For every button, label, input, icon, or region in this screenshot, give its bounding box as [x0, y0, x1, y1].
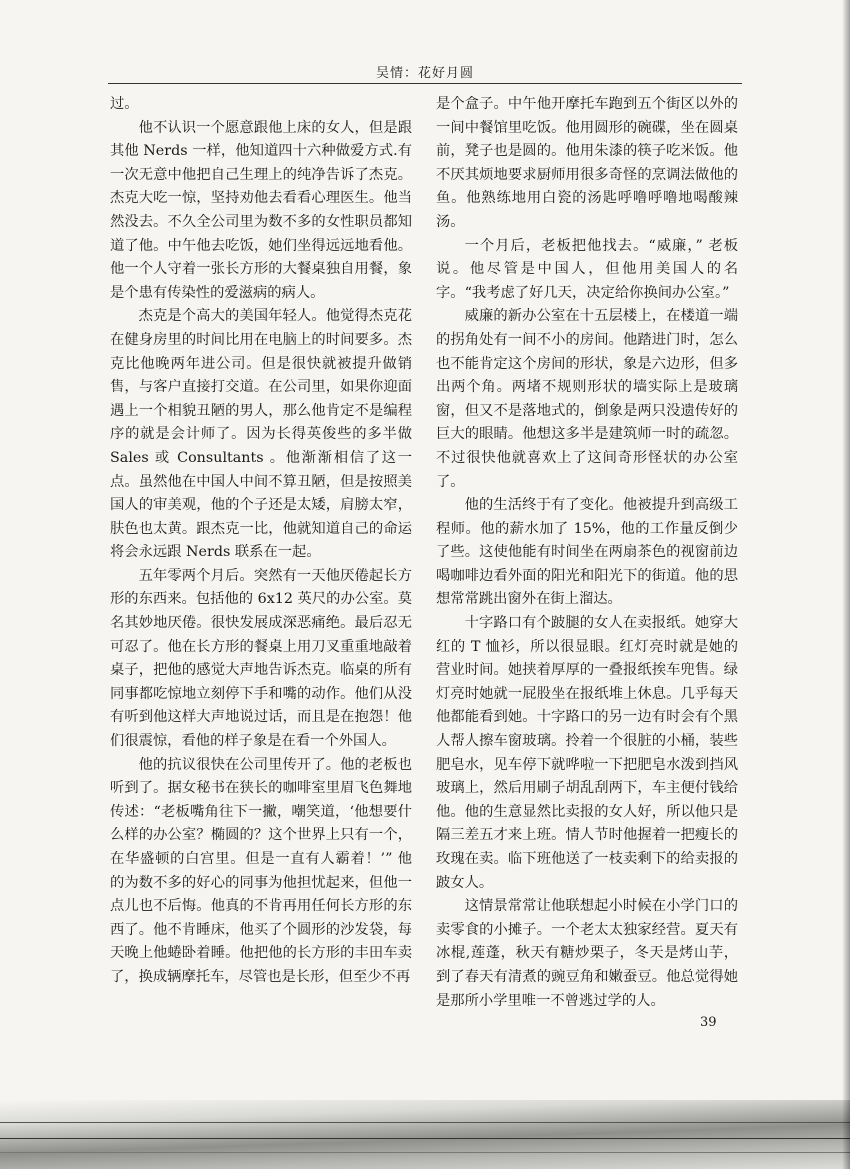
scan-line [0, 1152, 850, 1153]
scan-line [0, 1122, 850, 1123]
scan-right-shadow [842, 0, 850, 1169]
header-rule [108, 83, 742, 84]
right-column [436, 93, 738, 1013]
paragraph: 他的抗议很快在公司里传开了。他的老板也听到了。据女秘书在狭长的咖啡室里眉飞色舞地传述：“老板嘴角往下一撇，嘲笑道，‘他想要什么样的办公室？椭圆的？这个世界上只有一个，在华盛顿的白宫里。但是一直有人霸着！’” 他的为数不多的好心的同事为他担忧起来，但他一点儿也不后悔。他真的不肯再用任何长方形的东西了。他不肯睡床，他买了个圆形的沙发袋，每天晚上他蜷卧着睡。他把他的长方形的丰田车卖了，换成辆摩托车，尽管也是长形，但至少不再 [110, 756, 412, 985]
paragraph: 他不认识一个愿意跟他上床的女人，但是跟其他 Nerds 一样，他知道四十六种做爱方式.有一次无意中他把自己生理上的纯净告诉了杰克。杰克大吃一惊，坚持劝他去看看心理医生。他当然没去。不久全公司里为数不多的女性职员都知道了他。中午他去吃饭，她们坐得远远地看他。他一个人守着一张长方形的大餐桌独自用餐，象是个患有传染性的爱滋病的病人。 [110, 119, 412, 301]
scan-line [0, 1138, 850, 1139]
paragraph: 过。 [110, 96, 139, 112]
paragraph: 这情景常常让他联想起小时候在小学门口的卖零食的小摊子。一个老太太独家经营。夏天有冰棍,莲蓬，秋天有糖炒栗子，冬天是烤山芋，到了春天有清煮的豌豆角和嫩蚕豆。他总觉得她是那所小学里唯一不曾逃过学的人。 [436, 898, 738, 1009]
scan-bottom-edge [0, 1100, 850, 1169]
page-number: 39 [700, 1015, 717, 1030]
paragraph: 杰克是个高大的美国年轻人。他觉得杰克花在健身房里的时间比用在电脑上的时间要多。杰克比他晚两年进公司。但是很快就被提升做销售，与客户直接打交道。在公司里，如果你迎面遇上一个相貌丑陋的男人，那么他肯定不是编程序的就是会计师了。因为长得英俊些的多半做 Sales 或 Consultants 。他渐渐相信了这一点。虽然他在中国人中间不算丑陋，但是按照美国人的审美观，他的个子还是太矮，肩膀太窄，肤色也太黄。跟杰克一比，他就知道自己的命运将会永远跟 Nerds 联系在一起。 [110, 308, 412, 561]
left-column [110, 93, 412, 990]
paragraph: 五年零两个月后。突然有一天他厌倦起长方形的东西来。包括他的 6x12 英尺的办公室。莫名其妙地厌倦。很快发展成深恶痛绝。最后忍无可忍了。他在长方形的餐桌上用刀叉重重地敲着桌子，把他的感觉大声地告诉杰克。临桌的所有同事都吃惊地立刻停下手和嘴的动作。他们从没有听到他这样大声地说过话，而且是在抱怨！他们很震惊，看他的样子象是在看一个外国人。 [110, 567, 412, 750]
paragraph: 是个盒子。中午他开摩托车跑到五个街区以外的一间中餐馆里吃饭。他用圆形的碗碟，坐在圆桌前，凳子也是圆的。他用朱漆的筷子吃米饭。他不厌其烦地要求厨师用很多奇怪的烹调法做他的鱼。他熟练地用白瓷的汤匙呼噜呼噜地喝酸辣汤。 [436, 96, 738, 230]
paragraph: 他的生活终于有了变化。他被提升到高级工程师。他的薪水加了 15%，他的工作量反倒少了些。这使他能有时间坐在两扇茶色的视窗前边喝咖啡边看外面的阳光和阳光下的街道。他的思想常常跳出窗外在街上溜达。 [436, 497, 738, 608]
paragraph: 一个月后，老板把他找去。“威廉，” 老板说。他尽管是中国人，但他用美国人的名字。“我考虑了好几天，决定给你换间办公室。” [436, 237, 738, 301]
running-header: 吴情：花好月圆 [375, 66, 474, 81]
paragraph: 威廉的新办公室在十五层楼上，在楼道一端的拐角处有一间不小的房间。他踏进门时，怎么也不能肯定这个房间的形状，象是六边形，但多出两个角。两堵不规则形状的墙实际上是玻璃窗，但又不是落地式的，倒象是两只没遗传好的巨大的眼睛。他想这多半是建筑师一时的疏忽。不过很快他就喜欢上了这间奇形怪状的办公室了。 [436, 308, 738, 490]
paragraph: 十字路口有个跛腿的女人在卖报纸。她穿大红的 T 恤衫，所以很显眼。红灯亮时就是她的营业时间。她挟着厚厚的一叠报纸挨车兜售。绿灯亮时她就一屁股坐在报纸堆上休息。几乎每天他都能看到她。十字路口的另一边有时会有个黑人帮人擦车窗玻璃。拎着一个很脏的小桶，装些肥皂水，见车停下就哗啦一下把肥皂水泼到挡风玻璃上，然后用刷子胡乱刮两下，车主便付钱给他。他的生意显然比卖报的女人好，所以他只是隔三差五才来上班。情人节时他握着一把瘦长的玫瑰在卖。临下班他送了一枝卖剩下的给卖报的跛女人。 [436, 615, 738, 891]
